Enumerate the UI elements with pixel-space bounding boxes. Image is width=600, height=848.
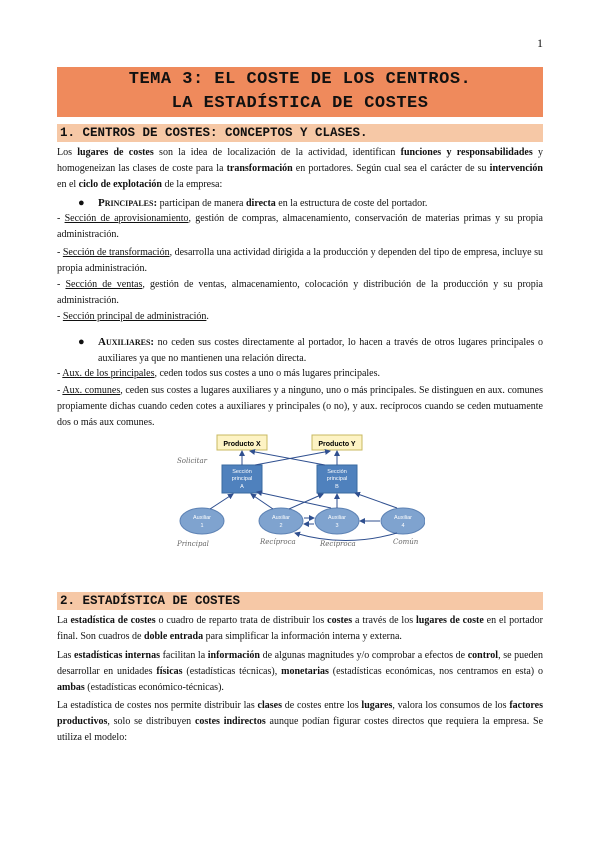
handwritten-note: Común xyxy=(393,538,419,546)
section1-intro: Los lugares de costes son la idea de localización de la actividad, identifican funciones y responsabilidades y homogeneizan las clases de coste para la transformación en portadores. Según cual sea el carácter de su intervención en el ciclo de explotación de la empresa: xyxy=(57,147,543,190)
auxiliares-bullet: ● Auxiliares: no ceden sus costes directamente al portador, lo hacen a través de otros lugares principales o auxiliares ya que no mantienen una relación directa. xyxy=(78,336,543,364)
producto-x-label: Producto X xyxy=(223,441,261,448)
auxiliar-4-line2: 4 xyxy=(401,523,405,529)
seccion-a-line1: Sección xyxy=(232,469,252,475)
list-item: - Aux. de los principales, ceden todos sus costes a uno o más lugares principales. xyxy=(57,368,380,379)
page-title-line2: LA ESTADÍSTICA DE COSTES xyxy=(171,94,429,113)
list-item: - Sección de ventas, gestión de ventas, almacenamiento, colocación y distribución de la producción y su propia administración. xyxy=(57,279,543,306)
section2-heading: 2. ESTADÍSTICA DE COSTES xyxy=(57,592,543,610)
seccion-a-line2: principal xyxy=(231,476,253,482)
auxiliar-2-node xyxy=(259,508,303,534)
handwritten-note: Solicitar xyxy=(177,457,207,465)
auxiliar-2-line1: Auxiliar xyxy=(271,515,291,521)
auxiliar-3-node xyxy=(315,508,359,534)
auxiliar-1-node xyxy=(180,508,224,534)
list-item: - Aux. comunes, ceden sus costes a lugares auxiliares y a ninguno, uno o más principales. Se distinguen en aux. comunes propiamente dichas cuando ceden cotes a auxiliares y principales (o no), y aux. recíprocos cuando se ceden mutuamente dos o más aux comunes. xyxy=(57,385,543,428)
auxiliar-4-node xyxy=(381,508,425,534)
page-number: 1 xyxy=(537,36,543,50)
section2-paragraph: Las estadísticas internas facilitan la información de algunas magnitudes y/o comprobar a efectos de control, se pueden desarrollar en unidades físicas (estadísticas técnicas), monetarias (estadísticas económicas, nos centramos en esta) o ambas (estadísticas económico-técnicas). xyxy=(57,650,543,693)
seccion-b-line1: Sección xyxy=(327,469,347,475)
seccion-a-line3: A xyxy=(240,484,244,490)
auxiliar-4-line1: Auxiliar xyxy=(393,515,413,521)
auxiliar-2-line2: 2 xyxy=(279,523,283,529)
list-item: - Sección de transformación, desarrolla una actividad dirigida a la producción y dependen del tipo de empresa, incluye su propia administración. xyxy=(57,247,543,274)
title-banner xyxy=(57,67,543,117)
bullet-icon: ● xyxy=(78,197,85,209)
cost-centers-diagram xyxy=(165,433,425,550)
producto-y-label: Producto Y xyxy=(318,441,356,448)
handwritten-note: Recíproca xyxy=(260,538,296,546)
seccion-b-line3: B xyxy=(335,484,339,490)
page-title-line1: TEMA 3: EL COSTE DE LOS CENTROS. xyxy=(128,70,472,89)
auxiliar-1-line1: Auxiliar xyxy=(192,515,212,521)
auxiliar-3-line2: 3 xyxy=(335,523,339,529)
section2-paragraph: La estadística de costes nos permite distribuir las clases de costes entre los lugares, valora los consumos de los factores productivos, solo se distribuyen costes indirectos aunque podían figurar costes directos que requiera la empresa. Se utiliza el modelo: xyxy=(57,700,544,743)
handwritten-note: Principal xyxy=(177,540,209,548)
list-item: - Sección de aprovisionamiento, gestión de compras, almacenamiento, conservación de materias primas y su propia administración. xyxy=(57,213,543,240)
bullet-icon: ● xyxy=(78,336,85,348)
auxiliar-1-line2: 1 xyxy=(200,523,204,529)
section2-paragraph: La estadística de costes o cuadro de reparto trata de distribuir los costes a través de los lugares de coste en el portador final. Son cuadros de doble entrada para simplificar la información interna y externa. xyxy=(57,615,543,642)
handwritten-note: Recíproca xyxy=(320,540,356,548)
principales-bullet: ● Principales: participan de manera directa en la estructura de coste del portador. xyxy=(78,197,428,209)
seccion-b-line2: principal xyxy=(326,476,348,482)
section1-heading: 1. CENTROS DE COSTES: CONCEPTOS Y CLASES. xyxy=(57,124,543,142)
auxiliar-3-line1: Auxiliar xyxy=(327,515,347,521)
list-item: - Sección principal de administración. xyxy=(57,311,209,322)
